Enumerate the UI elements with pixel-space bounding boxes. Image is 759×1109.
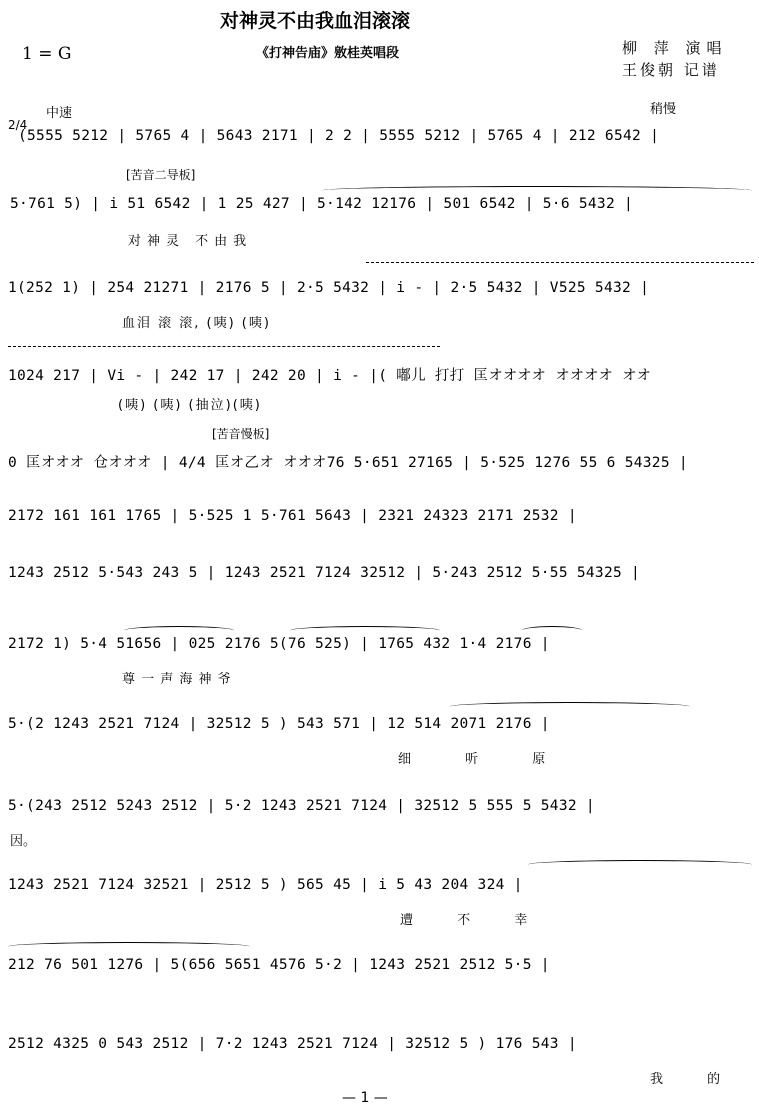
notation-line-1: (5555 5212 | 5765 4 | 5643 2171 | 2 2 | 5555 5212 | 5765 4 | 212 6542 |	[18, 128, 660, 144]
dashed-extension-line	[366, 262, 754, 263]
notation-line-13: 2512 4325 0 543 2512 | 7·2 1243 2521 7124 | 32512 5 ) 176 543 |	[8, 1036, 577, 1052]
lyrics-line-9: 细 听 原	[398, 752, 546, 767]
section-marking-2: [苦音慢板]	[212, 427, 270, 441]
notation-line-9: 5·(2 1243 2521 7124 | 32512 5 ) 543 571 | 12 514 2071 2176 |	[8, 716, 550, 732]
lyrics-line-10: 因。	[10, 834, 37, 849]
page-number: — 1 —	[342, 1090, 388, 1106]
notation-line-4: 1024 217 | Vi - | 242 17 | 242 20 | i - |( 嘟儿 打打 匡オオオオ オオオオ オオ	[8, 368, 652, 384]
notation-line-2: 5·761 5) | i 51 6542 | 1 25 427 | 5·142 12176 | 501 6542 | 5·6 5432 |	[10, 196, 634, 212]
lyrics-line-4: (咦) (咦) (抽泣)(咦)	[118, 398, 262, 413]
notation-line-12: 212 76 501 1276 | 5(656 5651 4576 5·2 | 1243 2521 2512 5·5 |	[8, 957, 550, 973]
lyrics-line-13: 我 的	[650, 1072, 721, 1087]
phrase-slur	[8, 942, 250, 951]
notation-line-8: 2172 1) 5·4 51656 | 025 2176 5(76 525) | 1765 432 1·4 2176 |	[8, 636, 550, 652]
notation-line-6: 2172 161 161 1765 | 5·525 1 5·761 5643 | 2321 24323 2171 2532 |	[8, 508, 577, 524]
notation-line-7: 1243 2512 5·543 243 5 | 1243 2521 7124 32512 | 5·243 2512 5·55 54325 |	[8, 565, 641, 581]
notation-line-10: 5·(243 2512 5243 2512 | 5·2 1243 2521 7124 | 32512 5 555 5 5432 |	[8, 798, 595, 814]
phrase-slur	[450, 702, 690, 711]
lyrics-line-2: 对神灵 不由我	[128, 234, 253, 249]
phrase-slur	[290, 626, 440, 635]
page-title: 对神灵不由我血泪滚滚	[220, 10, 411, 32]
dashed-extension-line	[8, 346, 440, 347]
section-marking-1: [苦音二导板]	[126, 168, 196, 182]
key-signature: 1 = G	[22, 44, 72, 64]
performer-credit: 柳 萍 演唱	[622, 39, 728, 57]
notation-line-11: 1243 2521 7124 32521 | 2512 5 ) 565 45 | i 5 43 204 324 |	[8, 877, 523, 893]
lyrics-line-11: 遭 不 幸	[400, 913, 528, 928]
lyrics-line-8: 尊 一 声 海 神 爷	[122, 672, 232, 687]
lyrics-line-3: 血泪 滚 滚, (咦) (咦)	[122, 316, 271, 331]
notation-line-3: 1(252 1) | 254 21271 | 2176 5 | 2·5 5432 | i - | 2·5 5432 | V525 5432 |	[8, 280, 650, 296]
phrase-slur	[522, 626, 582, 635]
page-subtitle: 《打神告庙》敫桂英唱段	[256, 46, 400, 61]
transcriber-credit: 王俊朝 记谱	[622, 61, 720, 79]
time-signature-24: 2/4	[8, 118, 28, 132]
phrase-slur	[528, 860, 752, 869]
phrase-slur	[322, 186, 752, 195]
notation-line-5: 0 匡オオオ 仓オオオ | 4/4 匡オ乙オ オオオ76 5·651 27165 | 5·525 1276 55 6 54325 |	[8, 455, 688, 471]
tempo-marking-slower: 稍慢	[650, 102, 677, 117]
phrase-slur	[124, 626, 234, 635]
tempo-marking-start: 中速	[46, 106, 73, 121]
